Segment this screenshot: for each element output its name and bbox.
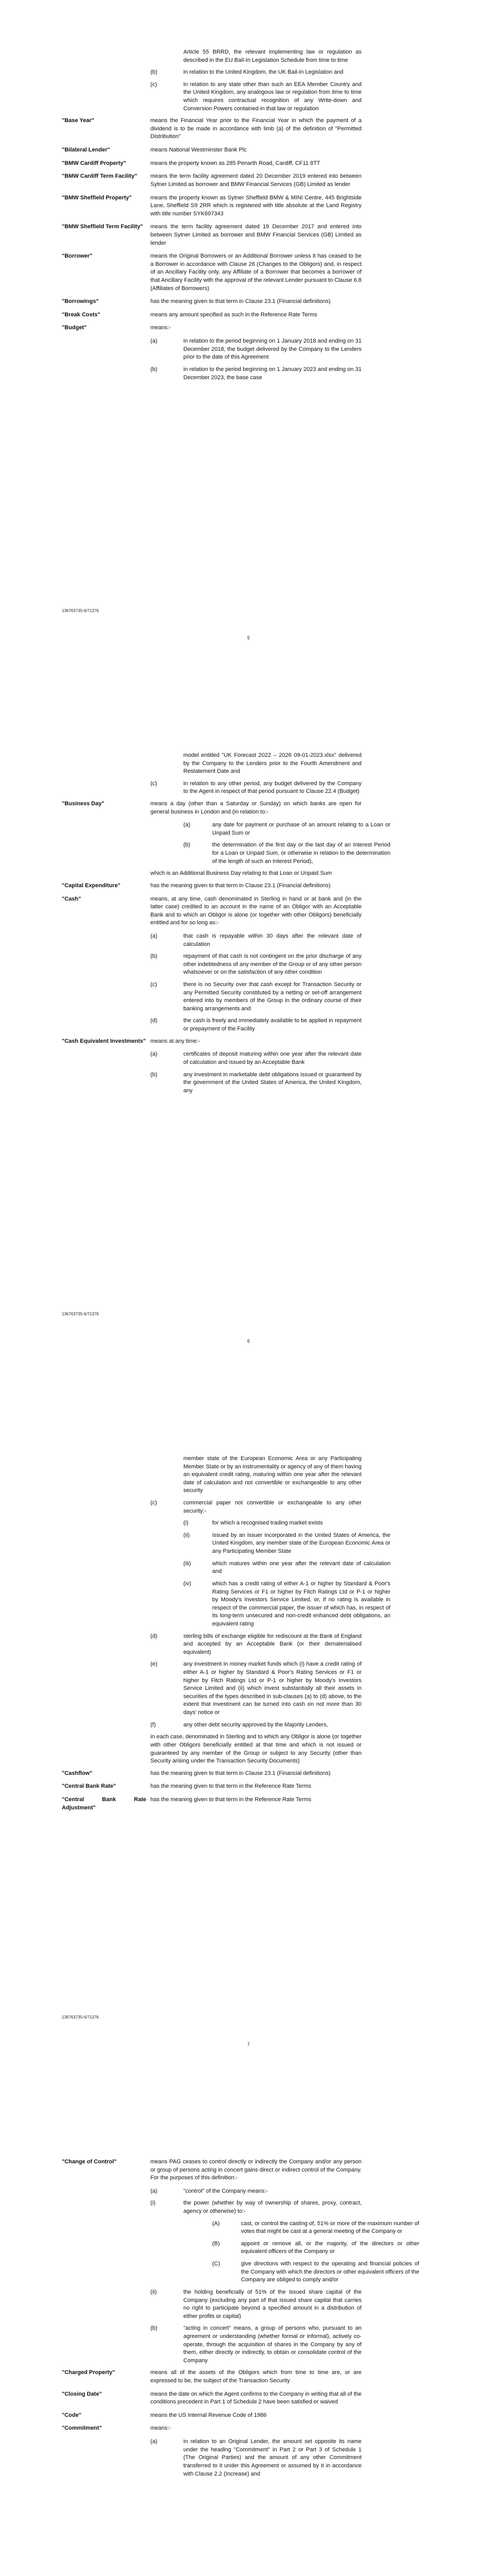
definition-row xyxy=(62,324,435,332)
list-item: (c) in relation to any state other than such an EEA Member Country and the United Kingdom, any analogous law or regulation from time to time which requires contractual recognition of any Write-down and Conversion Powers contained in that law or regulation xyxy=(150,81,362,112)
definition-row xyxy=(62,2391,435,2406)
list-item: (i) the power (whether by way of ownership of shares, proxy, contract, agency or otherwise) to:- xyxy=(150,2200,362,2215)
definition-text: means all of the assets of the Obligors which from time to time are, or are expressed to be, the subject of the Transaction Security xyxy=(150,2369,362,2384)
definition-term: "Budget" xyxy=(62,325,87,331)
definition-text: has the meaning given to that term in the Reference Rate Terms xyxy=(150,1796,312,1803)
list-item: (B) appoint or remove all, or the majority, of the directors or other equivalent officers of the Company or xyxy=(212,2240,419,2255)
list-item: (c) there is no Security over that cash except for Transaction Security or any Permitted Security constituted by a netting or set-off arrangement entered into by members of the Group in the ordinary course of their banking arrangements and xyxy=(150,981,362,1012)
definition-row xyxy=(62,1038,435,1046)
page-number: 6 xyxy=(247,1338,250,1344)
definition-text: means the term facility agreement dated 19 December 2017 and entered into between Sytner Limited as borrower and BMW Financial Services (GB) Limited as lender xyxy=(150,224,362,246)
continued-text: Article 55 BRRD, the relevant implementing law or regulation as described in the EU Bail-In Legislation Schedule from time to time xyxy=(183,49,362,63)
definition-text: means the date on which the Agent confirms to the Company in writing that all of the conditions precedent in Part 1 of Schedule 2 have been satisfied or waived xyxy=(150,2391,362,2405)
definition-row xyxy=(62,160,435,168)
list-item: (C) give directions with respect to the operating and financial policies of the Company with which the directors or other equivalent officers of the Company are obliged to comply and/or xyxy=(212,2261,419,2283)
definition-term: "Business Day" xyxy=(62,801,105,807)
definition-text: has the meaning given to that term in the Reference Rate Terms xyxy=(150,1783,312,1790)
continued-text: model entitled "UK Forecast 2022 – 2026 09-01-2023.xlsx" delivered by the Company to the Lenders prior to the Fourth Amendment and Restatement Date and xyxy=(183,752,362,775)
definition-row xyxy=(62,2412,435,2420)
list-item: (a) in relation to the period beginning on 1 January 2018 and ending on 31 December 2018, the budget delivered by the Company to the Lenders prior to the date of this Agreement xyxy=(150,338,362,361)
definition-text: means the US Internal Revenue Code of 1986 xyxy=(150,2412,267,2418)
definition-text: means, at any time, cash denominated in Sterling in hand or at bank and (in the latter case) credited to an account in the name of an Obligor with an Acceptable Bank and to which an Obligor is alone (or together with other Obligors) beneficially entitled and for so long as:- xyxy=(150,895,362,926)
definition-text: means any amount specified as such in the Reference Rate Terms xyxy=(150,311,317,318)
definition-text: means the term facility agreement dated 20 December 2019 entered into between Sytner Limited as borrower and BMW Financial Services (GB) Limited as lender xyxy=(150,173,362,188)
document-page-8 xyxy=(0,2110,497,2576)
list-item: (b) the determination of the first day or the last day of an Interest Period for a Loan or Unpaid Sum, or otherwise in relation to the determination of the length of such an Interest Period), xyxy=(183,842,390,865)
definition-row xyxy=(62,146,435,155)
definition-row xyxy=(62,1783,435,1791)
definition-row xyxy=(62,895,435,927)
definition-term: "Bilateral Lender" xyxy=(62,147,110,154)
list-item: (a) any date for payment or purchase of an amount relating to a Loan or Unpaid Sum or xyxy=(183,822,390,836)
definition-tail: in each case, denominated in Sterling and to which any Obligor is alone (or together with other Obligors beneficially entitled at that time and which is not issued or guaranteed by any member of the Group or subject to any Security (other than Security arising under the Transaction Security Documents) xyxy=(150,1734,362,1765)
definition-term: "Break Costs" xyxy=(62,311,100,318)
definition-text: means a day (other than a Saturday or Sunday) on which banks are open for general business in London and (in relation to:- xyxy=(150,801,362,815)
definition-text: means the property known as 285 Penarth Road, Cardiff, CF11 8TT xyxy=(150,160,320,166)
definition-text: means:- xyxy=(150,325,171,331)
document-page-6 xyxy=(0,703,497,1406)
definition-term: "Base Year" xyxy=(62,117,94,124)
list-item: (ii) the holding beneficially of 51% of the issued share capital of the Company (excluding any part of that issued share capital that carries no right to participate beyond a specified amount in a distribution of either profits or capital) xyxy=(150,2289,362,2319)
list-item: (f) any other debt security approved by the Majority Lenders, xyxy=(150,1721,328,1728)
footer-reference: 136763735-6/71376 xyxy=(62,2015,99,2020)
definition-row xyxy=(62,1770,435,1778)
continued-text: member state of the European Economic Area or any Participating Member State or by an instrumentality or agency of any of them having an equivalent credit rating, maturing within one year after the relevant date of calculation and not convertible or exchangeable to any other security xyxy=(183,1455,362,1494)
page-number: 7 xyxy=(247,2042,250,2047)
footer-reference: 136763735-6/71376 xyxy=(62,608,99,613)
definition-row xyxy=(62,882,435,890)
list-item: (iv) which has a credit rating of either A-1 or higher by Standard & Poor's Rating Services or F1 or higher by Fitch Ratings Ltd or P-1 or higher by Moody's Investors Service Limited, or, if no rating is available in respect of the commercial paper, the issuer of which has, in respect of its long-term unsecured and non-credit enhanced debt obligations, an equivalent rating xyxy=(183,1580,390,1627)
list-item: (ii) issued by an issuer incorporated in the United States of America, the United Kingdom, any member state of the European Economic Area or any Participating Member State xyxy=(183,1532,390,1555)
list-item: (d) the cash is freely and immediately available to be applied in repayment or prepayment of the Facility xyxy=(150,1018,362,1032)
list-item: (a) in relation to an Original Lender, the amount set opposite its name under the heading "Commitment" in Part 2 or Part 3 of Schedule 1 (The Original Parties) and the amount of any other Commitment transferred to it under this Agreement or assumed by it in accordance with Clause 2.2 (Increase) and xyxy=(150,2438,362,2477)
list-item: (b) in relation to the period beginning on 1 January 2023 and ending on 31 December 2023, the base case xyxy=(150,366,362,381)
definition-row xyxy=(62,1796,435,1812)
list-item: (c) commercial paper not convertible or exchangeable to any other security:- xyxy=(150,1500,362,1514)
definition-term: "Capital Expenditure" xyxy=(62,882,121,889)
list-item: (e) any investment in money market funds which (i) have a credit rating of either A-1 or higher by Standard & Poor's Rating Services or F1 or higher by Fitch Ratings Ltd or P-1 or higher by Moody's Investors Service Limited and (ii) which invest substantially all their assets in securities of the types described in sub-clauses (a) to (d) above, to the extent that investment can be turned into cash on not more than 30 days' notice or xyxy=(150,1661,362,1716)
definition-text: means at any time:- xyxy=(150,1038,200,1044)
footer-reference: 136763735-6/71376 xyxy=(62,1312,99,1316)
definition-row xyxy=(62,117,435,141)
list-item: (i) for which a recognised trading market exists xyxy=(183,1520,323,1527)
list-item: (a) certificates of deposit maturing within one year after the relevant date of calculation and issued by an Acceptable Bank xyxy=(150,1051,362,1065)
definition-term: "Cash Equivalent Investments" xyxy=(62,1038,146,1044)
definition-text: has the meaning given to that term in Clause 23.1 (Financial definitions) xyxy=(150,882,331,889)
definition-tail: which is an Additional Business Day relating to that Loan or Unpaid Sum xyxy=(150,870,332,877)
definition-term: "Borrower" xyxy=(62,253,93,260)
definition-term: "Central Bank Rate Adjustment" xyxy=(62,1796,146,1811)
definition-row xyxy=(62,2158,435,2182)
definition-term: "BMW Sheffield Property" xyxy=(62,194,132,201)
definition-text: means the Financial Year prior to the Financial Year in which the payment of a dividend is to be made in accordance with limb (a) of the definition of "Permitted Distribution" xyxy=(150,117,362,140)
definition-row xyxy=(62,223,435,247)
list-item: (b) repayment of that cash is not contingent on the prior discharge of any other indebtedness of any member of the Group or of any other person whatsoever or on the satisfaction of any other condition xyxy=(150,953,362,976)
definition-term: "Borrowings" xyxy=(62,298,99,305)
document-page-5 xyxy=(0,0,497,703)
definition-row xyxy=(62,800,435,816)
definition-term: "BMW Cardiff Term Facility" xyxy=(62,173,138,180)
definition-row xyxy=(62,252,435,293)
definition-row xyxy=(62,298,435,306)
definition-term: "Commitment" xyxy=(62,2425,102,2432)
definition-row xyxy=(62,2369,435,2385)
list-item: (a) that cash is repayable within 30 days after the relevant date of calculation xyxy=(150,933,362,947)
definition-text: means PAG ceases to control directly or indirectly the Company and/or any person or group of persons acting in concert gains direct or indirect control of the Company. For the purposes of this definition:- xyxy=(150,2159,362,2181)
document-page-7 xyxy=(0,1406,497,2110)
list-item: (iii) which matures within one year after the relevant date of calculation and xyxy=(183,1560,390,1575)
definition-text: has the meaning given to that term in Clause 23.1 (Financial definitions) xyxy=(150,298,331,305)
list-item: (b) in relation to the United Kingdom, the UK Bail-In Legislation and xyxy=(150,69,344,76)
definition-term: "BMW Cardiff Property" xyxy=(62,160,126,166)
definition-row xyxy=(62,311,435,319)
definition-term: "Cashflow" xyxy=(62,1770,93,1776)
list-item: (a) "control" of the Company means:- xyxy=(150,2188,268,2194)
definition-term: "Change of Control" xyxy=(62,2159,117,2165)
definition-term: "Closing Date" xyxy=(62,2391,102,2397)
definition-term: "BMW Sheffield Term Facility" xyxy=(62,224,143,230)
definition-text: means the property known as Sytner Sheffield BMW & MINI Centre, 445 Brightside Lane, Sheffield S9 2RR which is registered with title absolute at the Land Registry with title number SYK697343 xyxy=(150,194,362,217)
definition-term: "Charged Property" xyxy=(62,2369,115,2376)
definition-term: "Code" xyxy=(62,2412,81,2418)
page-number: 5 xyxy=(247,635,250,640)
list-item: (A) cast, or control the casting of, 51% or more of the maximum number of votes that might be cast at a general meeting of the Company or xyxy=(212,2220,419,2235)
definition-term: "Cash" xyxy=(62,895,81,902)
list-item: (b) "acting in concert" means, a group of persons who, pursuant to an agreement or understanding (whether formal or informal), actively co-operate, through the acquisition of shares in the Company by any of them, either directly or indirectly, to obtain or consolidate control of the Company xyxy=(150,2325,362,2364)
definition-term: "Central Bank Rate" xyxy=(62,1783,116,1790)
definition-text: means the Original Borrowers or an Additional Borrower unless it has ceased to be a Borrower in accordance with Clause 26 (Changes to the Obligors) and, in respect of an Ancillary Facility only, any Affiliate of a Borrower that becomes a borrower of that Ancillary Facility with the approval of the relevant Lender pursuant to Clause 6.8 (Affiliates of Borrowers) xyxy=(150,253,362,292)
definition-text: has the meaning given to that term in Clause 23.1 (Financial definitions) xyxy=(150,1770,331,1776)
definition-row xyxy=(62,194,435,218)
list-item: (b) any investment in marketable debt obligations issued or guaranteed by the government of the United States of America, the United Kingdom, any xyxy=(150,1071,362,1094)
definition-row xyxy=(62,2425,435,2433)
definition-text: means National Westminster Bank Plc xyxy=(150,147,247,154)
list-item: (c) in relation to any other period, any budget delivered by the Company to the Agent in respect of that period pursuant to Clause 22.4 (Budget) xyxy=(150,780,362,795)
list-item: (d) sterling bills of exchange eligible for rediscount at the Bank of England and accepted by an Acceptable Bank (or their dematerialised equivalent) xyxy=(150,1633,362,1655)
definition-row xyxy=(62,173,435,189)
definition-text: means:- xyxy=(150,2425,171,2432)
